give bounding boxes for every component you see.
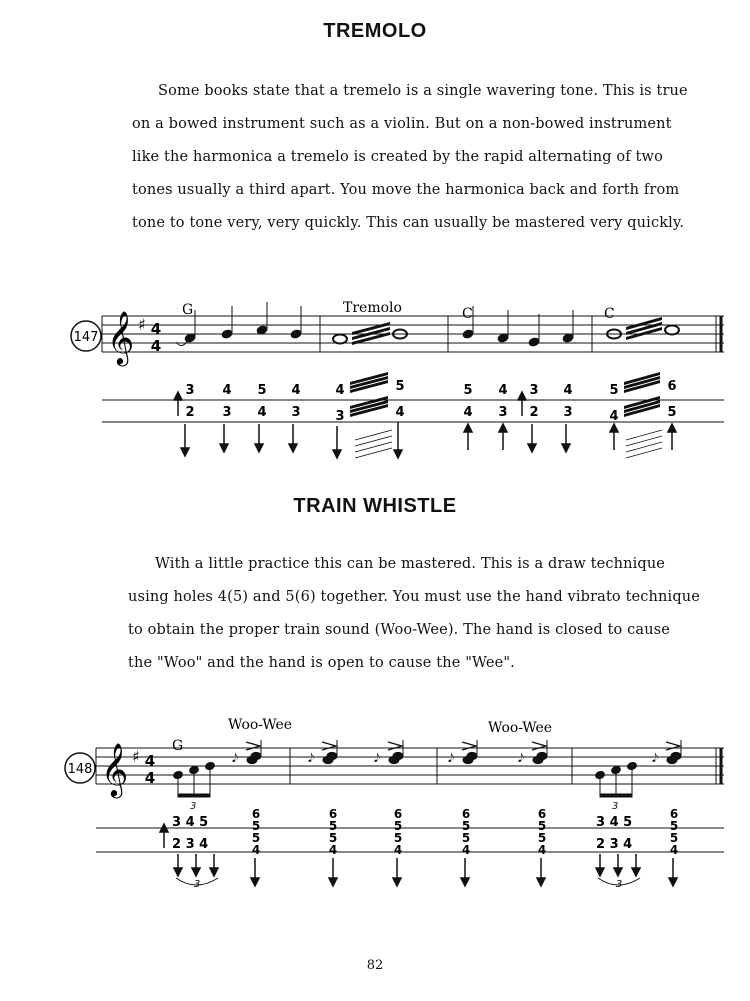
text-line: tone to tone very, very quickly. This can usually be mastered very quickly. — [132, 215, 685, 231]
text-line: the "Woo" and the hand is open to cause the "Wee". — [128, 655, 515, 671]
svg-text:4: 4 — [144, 769, 156, 787]
svg-text:6: 6 — [328, 807, 338, 821]
sharp-icon: ♯ — [132, 747, 140, 766]
text-line: to obtain the proper train sound (Woo-Wee). The hand is closed to cause — [128, 622, 671, 638]
triplet-notes-2 — [595, 761, 638, 812]
svg-text:5: 5 — [537, 831, 547, 845]
svg-text:𝅘𝅥𝅮: 𝅘𝅥𝅮 — [232, 751, 239, 765]
train-whistle-paragraph — [128, 548, 700, 680]
sharp-icon: ♯ — [138, 315, 146, 334]
notes-measure-3 — [462, 306, 574, 347]
svg-text:5: 5 — [609, 383, 619, 398]
example-148-score — [0, 712, 750, 892]
svg-text:𝅘𝅥𝅮: 𝅘𝅥𝅮 — [652, 751, 659, 765]
tab-hatch-marks — [355, 430, 662, 458]
svg-text:3 4 5: 3 4 5 — [172, 815, 209, 830]
woo-wee-label: Woo-Wee — [488, 720, 553, 736]
svg-text:5: 5 — [667, 405, 677, 420]
svg-text:4: 4 — [150, 320, 162, 338]
svg-text:3: 3 — [222, 405, 232, 420]
chord-clusters — [232, 740, 681, 765]
svg-text:5: 5 — [251, 831, 261, 845]
svg-text:𝅘𝅥𝅮: 𝅘𝅥𝅮 — [374, 751, 381, 765]
svg-text:5: 5 — [257, 383, 267, 398]
blow-arrows — [174, 392, 676, 450]
svg-text:4: 4 — [150, 337, 162, 355]
svg-text:4: 4 — [498, 383, 508, 398]
svg-text:4: 4 — [463, 405, 473, 420]
text-line: With a little practice this can be mastered. This is a draw technique — [155, 556, 666, 572]
svg-text:6: 6 — [461, 807, 471, 821]
svg-text:5: 5 — [328, 831, 338, 845]
svg-text:4: 4 — [395, 405, 405, 420]
svg-text:𝅘𝅥𝅮: 𝅘𝅥𝅮 — [448, 751, 455, 765]
woo-wee-label: Woo-Wee — [228, 717, 293, 733]
svg-text:5: 5 — [461, 819, 471, 833]
svg-text:5: 5 — [328, 819, 338, 833]
svg-text:2: 2 — [185, 405, 195, 420]
triplet-brackets — [176, 878, 640, 885]
svg-text:3: 3 — [335, 409, 345, 424]
treble-clef-icon: 𝄞 — [101, 742, 129, 796]
draw-arrows — [174, 854, 677, 886]
text-line: tones usually a third apart. You move the harmonica back and forth from — [132, 182, 680, 198]
svg-text:3: 3 — [529, 383, 539, 398]
text-line: using holes 4(5) and 5(6) together. You must use the hand vibrato technique — [128, 589, 700, 605]
svg-text:4: 4 — [335, 383, 345, 398]
svg-text:5: 5 — [393, 819, 403, 833]
text-line: on a bowed instrument such as a violin. But on a non-bowed instrument — [132, 116, 672, 132]
tab-top-row — [185, 379, 676, 398]
svg-text:5: 5 — [669, 819, 679, 833]
svg-text:4: 4 — [537, 843, 547, 857]
svg-text:6: 6 — [251, 807, 261, 821]
svg-text:5: 5 — [463, 383, 473, 398]
svg-text:4: 4 — [669, 843, 679, 857]
text-line: Some books state that a tremelo is a single wavering tone. This is true — [158, 83, 688, 99]
svg-text:147: 147 — [73, 330, 99, 345]
svg-text:4: 4 — [291, 383, 301, 398]
example-number-147 — [71, 321, 101, 351]
svg-text:6: 6 — [393, 807, 403, 821]
svg-text:4: 4 — [222, 383, 232, 398]
tremolo-notes-2 — [607, 317, 679, 340]
time-signature — [151, 320, 161, 355]
notes-measure-1 — [176, 302, 302, 346]
section-title-train-whistle: TRAIN WHISTLE — [293, 495, 457, 517]
tab-bottom-row — [185, 405, 676, 424]
svg-text:5: 5 — [251, 819, 261, 833]
tremolo-paragraph — [132, 75, 688, 240]
svg-text:5: 5 — [669, 831, 679, 845]
svg-text:6: 6 — [667, 379, 677, 394]
svg-text:4: 4 — [328, 843, 338, 857]
svg-text:3: 3 — [615, 879, 623, 890]
tremolo-label: Tremolo — [343, 300, 402, 316]
svg-text:5: 5 — [537, 819, 547, 833]
svg-text:4: 4 — [563, 383, 573, 398]
svg-text:4: 4 — [393, 843, 403, 857]
example-147-score — [0, 290, 750, 470]
svg-text:5: 5 — [393, 831, 403, 845]
svg-text:5: 5 — [395, 379, 405, 394]
treble-clef-icon: 𝄞 — [107, 310, 135, 364]
svg-text:6: 6 — [669, 807, 679, 821]
svg-text:𝅘𝅥𝅮: 𝅘𝅥𝅮 — [308, 751, 315, 765]
svg-text:3: 3 — [612, 801, 619, 812]
svg-text:3: 3 — [193, 879, 201, 890]
svg-text:4: 4 — [461, 843, 471, 857]
svg-text:3: 3 — [190, 801, 197, 812]
section-title-tremolo: TREMOLO — [323, 20, 427, 42]
time-signature — [145, 752, 155, 787]
svg-text:2: 2 — [529, 405, 539, 420]
svg-text:3: 3 — [185, 383, 195, 398]
svg-text:6: 6 — [537, 807, 547, 821]
svg-text:𝅘𝅥𝅮: 𝅘𝅥𝅮 — [518, 751, 525, 765]
page-number: 82 — [366, 958, 384, 973]
svg-text:2 3 4: 2 3 4 — [172, 837, 209, 852]
chord-symbol: G — [182, 302, 194, 318]
triplet-notes-1 — [173, 761, 216, 812]
svg-text:4: 4 — [251, 843, 261, 857]
chord-symbol: C — [604, 306, 615, 322]
svg-text:3: 3 — [498, 405, 508, 420]
svg-text:5: 5 — [461, 831, 471, 845]
chord-symbol: G — [172, 738, 184, 754]
example-number-148 — [65, 753, 95, 783]
svg-text:3 4 5: 3 4 5 — [596, 815, 633, 830]
svg-text:4: 4 — [257, 405, 267, 420]
svg-text:2 3 4: 2 3 4 — [596, 837, 633, 852]
text-line: like the harmonica a tremelo is created by the rapid alternating of two — [132, 149, 663, 165]
svg-text:4: 4 — [144, 752, 156, 770]
chord-symbol: C — [462, 306, 473, 322]
svg-text:3: 3 — [291, 405, 301, 420]
svg-text:3: 3 — [563, 405, 573, 420]
svg-text:148: 148 — [67, 762, 93, 777]
svg-text:4: 4 — [609, 409, 619, 424]
